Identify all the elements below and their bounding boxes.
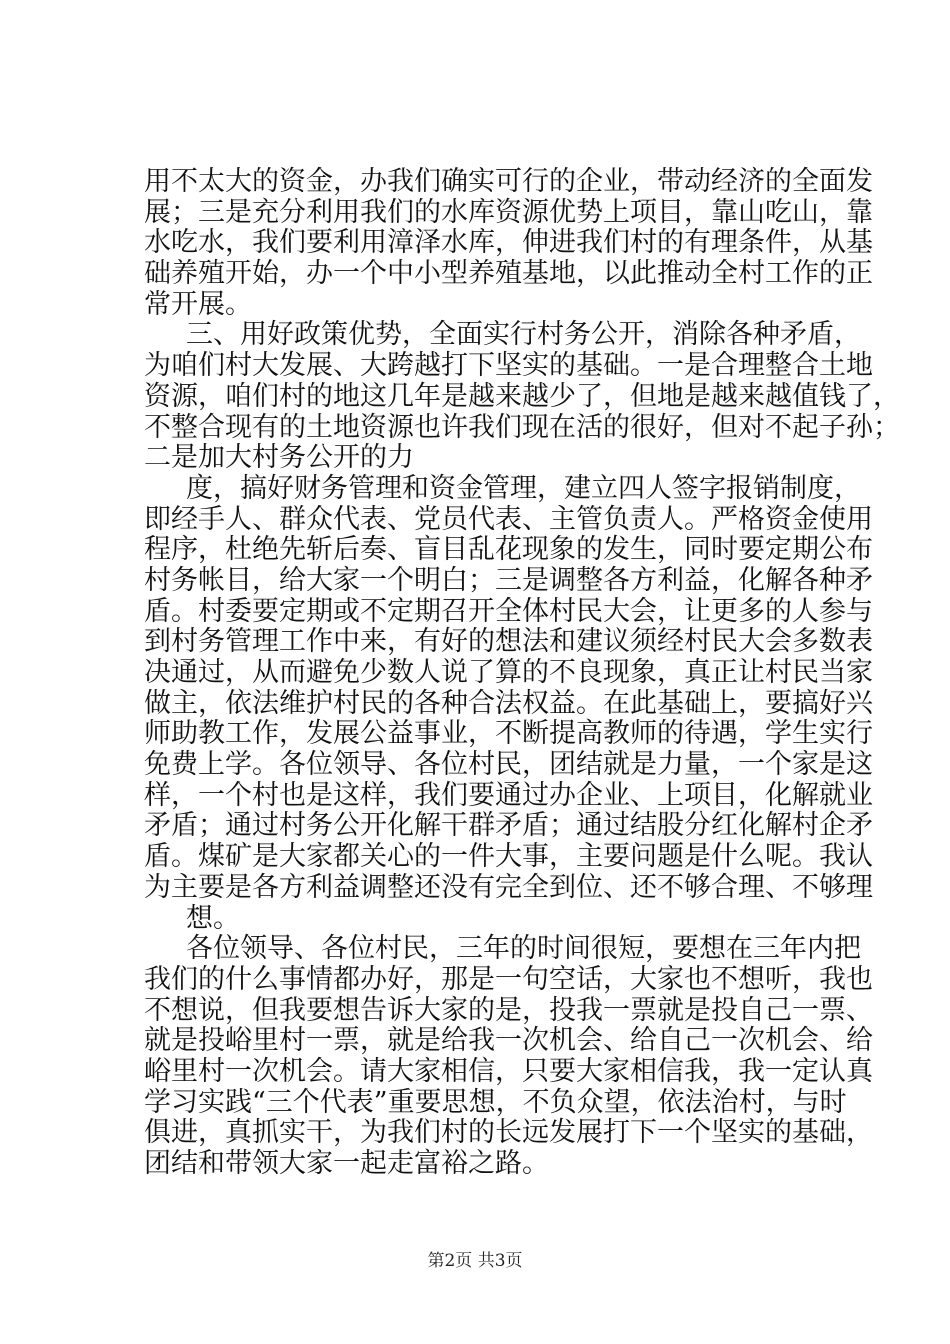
text-line: 水吃水，我们要利用漳泽水库，伸进我们村的有理条件，从基 <box>144 227 873 259</box>
text-line: 做主，依法维护村民的各种合法权益。在此基础上，要搞好兴 <box>144 687 873 719</box>
text-line: 三、用好政策优势，全面实行村务公开，消除各种矛盾， <box>186 319 861 351</box>
text-line: 各位领导、各位村民，三年的时间很短，要想在三年内把 <box>186 933 861 965</box>
text-line: 学习实践“三个代表”重要思想，不负众望，依法治村，与时 <box>144 1086 847 1118</box>
text-line: 峪里村一次机会。请大家相信，只要大家相信我，我一定认真 <box>144 1055 873 1087</box>
text-line: 盾。煤矿是大家都关心的一件大事，主要问题是什么呢。我认 <box>144 841 873 873</box>
text-line: 盾。村委要定期或不定期召开全体村民大会，让更多的人参与 <box>144 595 873 627</box>
text-line: 样，一个村也是这样，我们要通过办企业、上项目，化解就业 <box>144 779 873 811</box>
text-line: 免费上学。各位领导、各位村民，团结就是力量，一个家是这 <box>144 749 873 781</box>
text-line: 为咱们村大发展、大跨越打下坚实的基础。一是合理整合土地 <box>144 350 873 382</box>
text-line: 就是投峪里村一票，就是给我一次机会、给自己一次机会、给 <box>144 1025 873 1057</box>
text-line: 展；三是充分利用我们的水库资源优势上项目，靠山吃山，靠 <box>144 196 873 228</box>
page-number-footer: 第2页 共3页 <box>427 1251 523 1271</box>
text-line: 团结和带领大家一起走富裕之路。 <box>144 1148 549 1179</box>
text-line: 想。 <box>186 902 240 934</box>
text-line: 到村务管理工作中来，有好的想法和建议须经村民大会多数表 <box>144 626 873 658</box>
body-text <box>144 166 900 1180</box>
text-line: 二是加大村务公开的力 <box>144 442 414 474</box>
text-line: 即经手人、群众代表、党员代表、主管负责人。严格资金使用 <box>144 503 873 535</box>
text-line: 程序，杜绝先斩后奏、盲目乱花现象的发生，同时要定期公布 <box>144 534 873 566</box>
text-line: 用不太大的资金，办我们确实可行的企业，带动经济的全面发 <box>144 166 873 197</box>
text-line: 不想说，但我要想告诉大家的是，投我一票就是投自己一票、 <box>144 994 873 1026</box>
text-line: 俱进，真抓实干，为我们村的长远发展打下一个坚实的基础， <box>144 1117 873 1149</box>
text-line: 不整合现有的土地资源也许我们现在活的很好，但对不起子孙； <box>144 411 900 443</box>
text-line: 为主要是各方利益调整还没有完全到位、还不够合理、不够理 <box>144 871 873 903</box>
text-line: 资源，咱们村的地这几年是越来越少了，但地是越来越值钱了， <box>144 380 900 412</box>
text-line: 础养殖开始，办一个中小型养殖基地，以此推动全村工作的正 <box>144 258 873 290</box>
text-line: 决通过，从而避免少数人说了算的不良现象，真正让村民当家 <box>144 657 873 688</box>
text-line: 度，搞好财务管理和资金管理，建立四人签字报销制度， <box>186 472 861 504</box>
text-line: 常开展。 <box>144 288 252 320</box>
text-line: 师助教工作，发展公益事业，不断提高教师的待遇，学生实行 <box>144 718 873 750</box>
text-line: 我们的什么事情都办好，那是一句空话，大家也不想听，我也 <box>144 963 873 995</box>
text-line: 矛盾；通过村务公开化解干群矛盾；通过结股分红化解村企矛 <box>144 810 873 842</box>
text-line: 村务帐目，给大家一个明白；三是调整各方利益，化解各种矛 <box>144 564 873 596</box>
